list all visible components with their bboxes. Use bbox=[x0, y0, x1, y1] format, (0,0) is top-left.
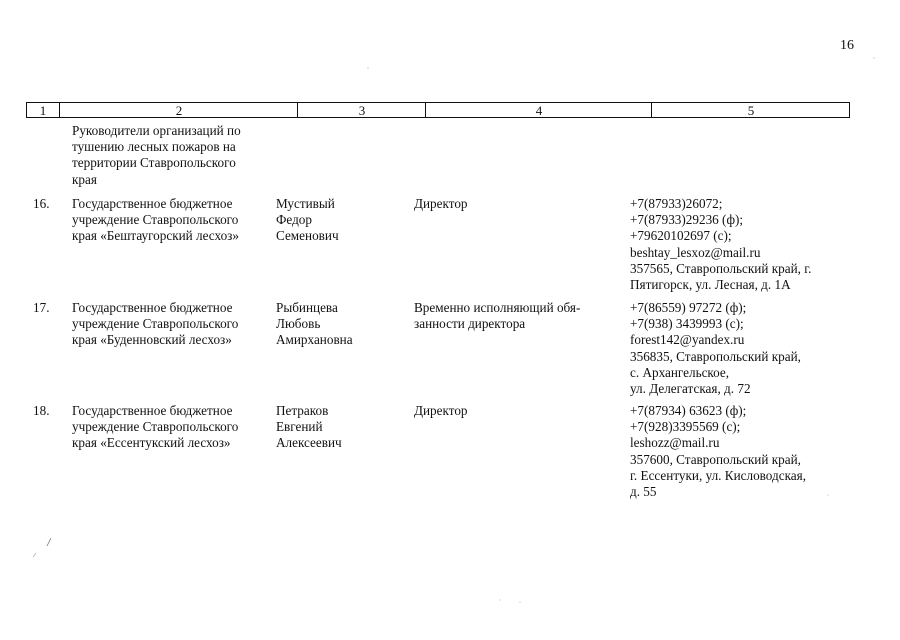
contact-info: +7(86559) 97272 (ф); +7(938) 3439993 (с); forest142@yandex.ru 356835, Ставропольский край, с. Архангельское, ул. Делегатская, д. 72 bbox=[630, 300, 801, 397]
person-name: Мустивый Федор Семенович bbox=[276, 196, 339, 244]
table-header-cell-5: 5 bbox=[651, 103, 850, 117]
scan-mark bbox=[47, 538, 51, 546]
organization-name: Государственное бюджетное учреждение Ставропольского края «Ессентукский лесхоз» bbox=[72, 403, 239, 451]
scan-speck bbox=[873, 57, 874, 58]
organization-name: Государственное бюджетное учреждение Ставропольского края «Буденновский лесхоз» bbox=[72, 300, 239, 348]
table-header-cell-2: 2 bbox=[59, 103, 298, 117]
section-title: Руководители организаций по тушению лесных пожаров на территории Ставропольского края bbox=[72, 123, 241, 187]
scan-speck bbox=[499, 599, 500, 600]
contact-info: +7(87933)26072; +7(87933)29236 (ф); +79620102697 (с); beshtay_lesxoz@mail.ru 357565, Ставропольский край, г. Пятигорск, ул. Лесная, д. 1А bbox=[630, 196, 812, 293]
scan-mark bbox=[33, 553, 36, 557]
row-number: 17. bbox=[33, 300, 50, 315]
scan-speck bbox=[367, 67, 368, 68]
table-header-cell-1: 1 bbox=[39, 103, 47, 118]
position-title: Директор bbox=[414, 403, 468, 418]
contact-info: +7(87934) 63623 (ф); +7(928)3395569 (с); leshozz@mail.ru 357600, Ставропольский край, г. Ессентуки, ул. Кисловодская, д. 55 bbox=[630, 403, 806, 500]
row-number: 16. bbox=[33, 196, 50, 211]
organization-name: Государственное бюджетное учреждение Ставропольского края «Бештаугорский лесхоз» bbox=[72, 196, 239, 244]
table-header-cell-4: 4 bbox=[425, 103, 652, 117]
person-name: Петраков Евгений Алексеевич bbox=[276, 403, 342, 451]
scan-speck bbox=[827, 494, 828, 495]
table-header-row bbox=[26, 102, 850, 118]
row-number: 18. bbox=[33, 403, 50, 418]
position-title: Временно исполняющий обя- занности директора bbox=[414, 300, 581, 332]
table-header-cell-3: 3 bbox=[297, 103, 426, 117]
position-title: Директор bbox=[414, 196, 468, 211]
scan-speck bbox=[519, 601, 520, 602]
person-name: Рыбинцева Любовь Амирхановна bbox=[276, 300, 353, 348]
page-number: 16 bbox=[840, 38, 854, 53]
